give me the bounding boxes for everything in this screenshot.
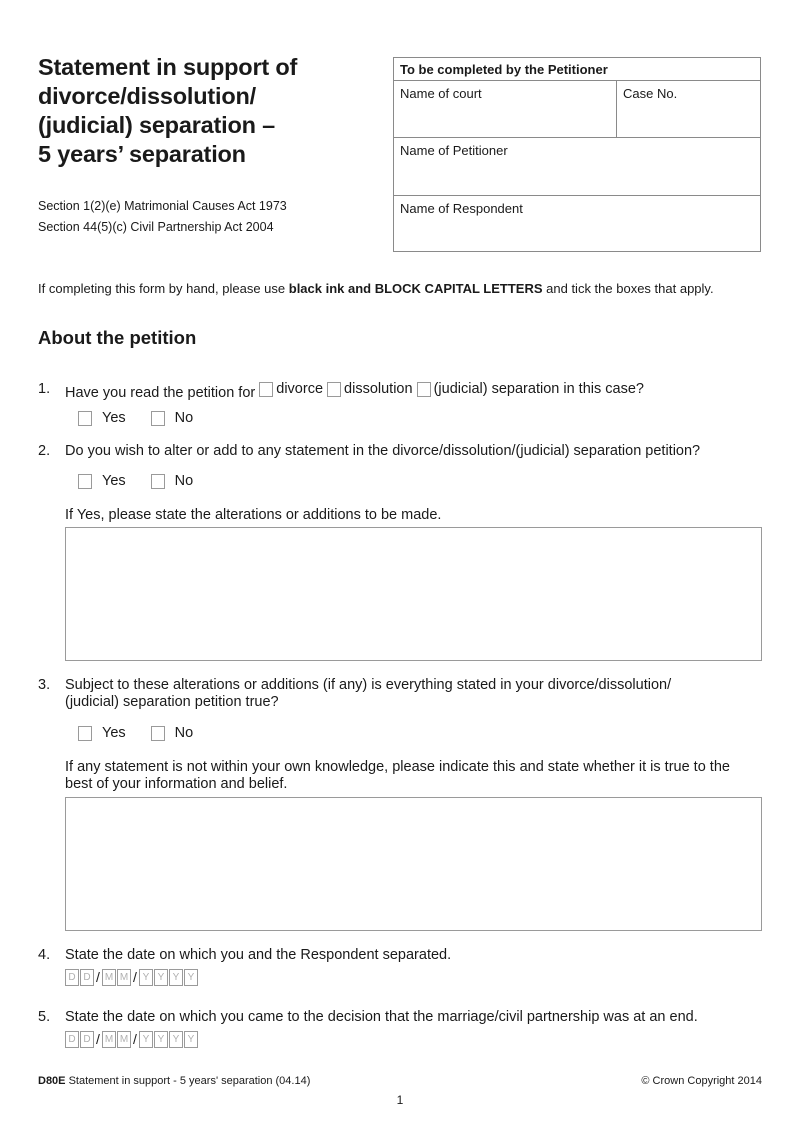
month-digit[interactable]: M	[117, 969, 131, 986]
question-text-line: (judicial) separation petition true?	[65, 694, 279, 710]
petitioner-box	[393, 57, 761, 252]
separation-checkbox[interactable]	[417, 382, 431, 397]
year-digit[interactable]: Y	[154, 969, 168, 986]
case-number-label: Case No.	[623, 86, 678, 101]
year-digit[interactable]: Y	[139, 1031, 153, 1048]
question-text: State the date on which you came to the decision that the marriage/civil partnership was at an end.	[65, 1009, 698, 1025]
completion-instruction	[38, 281, 714, 296]
q1-no-checkbox[interactable]	[151, 411, 165, 426]
case-number-field[interactable]	[616, 81, 762, 137]
question-1	[38, 381, 778, 401]
option-divorce[interactable]	[259, 381, 323, 398]
year-digit[interactable]: Y	[184, 1031, 198, 1048]
yes-label: Yes	[102, 725, 126, 741]
question-3	[38, 677, 778, 713]
instruction-emphasis: black ink and BLOCK CAPITAL LETTERS	[288, 281, 543, 296]
yes-label: Yes	[102, 410, 126, 426]
form-title	[38, 53, 368, 169]
year-digit[interactable]: Y	[184, 969, 198, 986]
yes-label: Yes	[102, 473, 126, 489]
title-line: divorce/dissolution/	[38, 83, 256, 109]
year-digit[interactable]: Y	[169, 969, 183, 986]
day-digit[interactable]: D	[80, 1031, 94, 1048]
option-label: dissolution	[344, 381, 413, 397]
option-separation[interactable]	[417, 381, 644, 398]
form-code: D80E	[38, 1075, 66, 1087]
question-text	[65, 677, 765, 711]
question-number: 4.	[38, 947, 51, 963]
divorce-checkbox[interactable]	[259, 382, 273, 397]
q3-note: If any statement is not within your own knowledge, please indicate this and state whether it is true to the best of your information and belief.	[65, 759, 730, 792]
question-5	[38, 1009, 778, 1026]
question-text: Do you wish to alter or add to any statement in the divorce/dissolution/(judicial) separation petition?	[65, 443, 701, 459]
date-separator: /	[133, 969, 137, 985]
copyright: © Crown Copyright 2014	[641, 1075, 762, 1087]
title-line: 5 years’ separation	[38, 141, 246, 167]
question-4	[38, 947, 778, 964]
court-field[interactable]	[394, 81, 760, 138]
year-digit[interactable]: Y	[139, 969, 153, 986]
q1-yes-checkbox[interactable]	[78, 411, 92, 426]
month-digit[interactable]: M	[102, 969, 116, 986]
question-text: State the date on which you and the Respondent separated.	[65, 947, 452, 963]
month-digit[interactable]: M	[102, 1031, 116, 1048]
no-label: No	[174, 725, 194, 741]
q1-yes-no	[78, 410, 193, 426]
petitioner-name-field[interactable]	[394, 138, 760, 196]
alterations-textarea[interactable]	[65, 527, 762, 661]
knowledge-textarea[interactable]	[65, 797, 762, 931]
instruction-text: and tick the boxes that apply.	[542, 281, 714, 296]
section-reference: Section 44(5)(c) Civil Partnership Act 2004	[38, 220, 274, 234]
title-line: (judicial) separation –	[38, 112, 275, 138]
respondent-name-label: Name of Respondent	[400, 201, 523, 216]
no-label: No	[174, 473, 194, 489]
month-digit[interactable]: M	[117, 1031, 131, 1048]
day-digit[interactable]: D	[65, 1031, 79, 1048]
question-text	[65, 381, 644, 402]
day-digit[interactable]: D	[65, 969, 79, 986]
question-number: 3.	[38, 677, 51, 693]
question-number: 5.	[38, 1009, 51, 1025]
section-reference: Section 1(2)(e) Matrimonial Causes Act 1973	[38, 199, 287, 213]
petitioner-box-heading: To be completed by the Petitioner	[394, 58, 760, 81]
title-line: Statement in support of	[38, 54, 298, 80]
separation-date-field[interactable]	[65, 969, 199, 986]
q3-yes-checkbox[interactable]	[78, 726, 92, 741]
date-separator: /	[96, 969, 100, 985]
page-number: 1	[396, 1093, 404, 1107]
option-label: (judicial) separation in this case?	[433, 381, 644, 397]
petitioner-name-label: Name of Petitioner	[400, 143, 508, 158]
question-text-line: Subject to these alterations or additions (if any) is everything stated in your divorce/dissolution/	[65, 677, 672, 693]
q3-no-checkbox[interactable]	[151, 726, 165, 741]
option-label: divorce	[276, 381, 324, 397]
year-digit[interactable]: Y	[169, 1031, 183, 1048]
date-separator: /	[96, 1031, 100, 1047]
q2-yes-no	[78, 473, 193, 489]
decision-date-field[interactable]	[65, 1031, 199, 1048]
form-description: Statement in support - 5 years' separation (04.14)	[65, 1075, 311, 1087]
year-digit[interactable]: Y	[154, 1031, 168, 1048]
question-number: 1.	[38, 381, 51, 397]
respondent-name-field[interactable]	[394, 196, 760, 251]
form-reference	[38, 1075, 310, 1087]
q2-yes-checkbox[interactable]	[78, 474, 92, 489]
question-number: 2.	[38, 443, 51, 459]
court-label: Name of court	[400, 86, 482, 101]
instruction-text: If completing this form by hand, please use	[38, 281, 289, 296]
question-text-main: Have you read the petition for	[65, 385, 256, 401]
legal-sections	[38, 196, 287, 238]
date-separator: /	[133, 1031, 137, 1047]
day-digit[interactable]: D	[80, 969, 94, 986]
no-label: No	[174, 410, 194, 426]
dissolution-checkbox[interactable]	[327, 382, 341, 397]
question-2	[38, 443, 778, 460]
q2-note: If Yes, please state the alterations or additions to be made.	[65, 507, 442, 523]
section-heading: About the petition	[38, 327, 197, 348]
q3-yes-no	[78, 725, 193, 741]
q2-no-checkbox[interactable]	[151, 474, 165, 489]
option-dissolution[interactable]	[327, 381, 413, 398]
